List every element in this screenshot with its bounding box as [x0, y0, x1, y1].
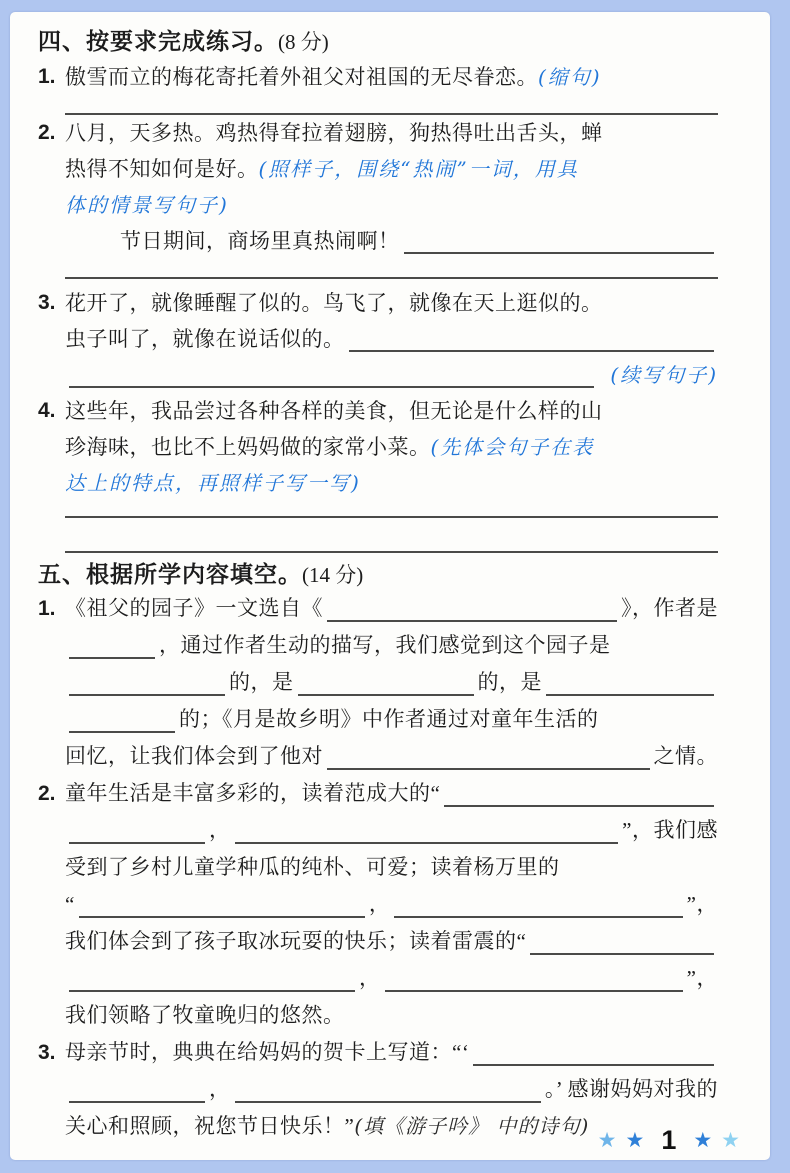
q5-2-line7	[65, 997, 718, 1034]
q5-1-line1	[38, 590, 718, 627]
q5-3-text3: 关心和照顾，祝您节日快乐！”	[65, 1114, 355, 1138]
q4-3-line3	[65, 357, 718, 393]
q4-4-text2: 珍海味，也比不上妈妈做的家常小菜。	[65, 435, 431, 459]
q4-4-number: 4.	[38, 399, 56, 422]
star-icon: ★	[721, 1129, 740, 1152]
q5-3-text2end: 。’ 感谢妈妈对我的	[544, 1077, 718, 1101]
q5-1-text5a: 回忆，让我们体会到了他对	[65, 744, 323, 768]
q4-2-line1	[38, 115, 718, 151]
q4-4-hint1: (先体会句子在表	[430, 435, 595, 459]
q4-1-line	[38, 59, 718, 95]
q4-1-hint: (缩句)	[538, 65, 602, 89]
q4-3-line2	[65, 321, 718, 357]
q4-4-line3	[65, 465, 718, 501]
section-five-score: (14 分)	[302, 563, 364, 587]
q5-3-open-quotes: “‘	[452, 1040, 470, 1064]
q4-2-line2	[65, 151, 718, 187]
q5-2-comma1: ，	[209, 818, 231, 842]
q4-3-text2: 虫子叫了，就像在说话似的。	[65, 327, 345, 351]
q5-1-text3a: 的，是	[229, 670, 294, 694]
answer-blank	[69, 711, 175, 733]
q4-3-text1: 花开了，就像睡醒了似的。鸟飞了，就像在天上逛似的。	[65, 291, 603, 315]
answer-blank	[327, 748, 650, 770]
answer-blank	[69, 970, 355, 992]
answer-blank	[444, 785, 714, 807]
q5-1-text3b: 的，是	[477, 670, 542, 694]
q5-1-text2: ，通过作者生动的描写，我们感觉到这个园子是	[159, 633, 611, 657]
q5-2-open-quote1: “	[430, 781, 441, 805]
q4-2-line3	[65, 187, 718, 223]
answer-blank	[349, 330, 715, 352]
q4-3-line1	[38, 285, 718, 321]
q5-2-line4	[65, 886, 718, 923]
q4-4-hint2: 达上的特点，再照样子写一写)	[65, 471, 361, 495]
section-five-heading	[38, 559, 718, 590]
answer-blank	[473, 1044, 714, 1066]
q5-3-text1: 母亲节时，典典在给妈妈的贺卡上写道：	[65, 1040, 452, 1064]
q5-2-open-quote2: “	[65, 892, 75, 916]
q4-2-number: 2.	[38, 121, 56, 144]
answer-line	[65, 518, 718, 553]
q5-1-line2	[65, 627, 718, 664]
page-content	[10, 12, 770, 1145]
q5-3-number: 3.	[38, 1041, 56, 1064]
q5-1-text1a: 《祖父的园子》一文选自《	[65, 596, 323, 620]
q4-2-text2: 热得不知如何是好。	[65, 157, 259, 181]
q5-2-number: 2.	[38, 782, 56, 805]
q5-3-line2	[65, 1071, 718, 1108]
q5-2-line2	[65, 812, 718, 849]
q5-3-line1	[38, 1034, 718, 1071]
q4-3-hint: (续写句子)	[610, 363, 718, 387]
q4-1-text: 傲雪而立的梅花寄托着外祖父对祖国的无尽眷恋。	[65, 65, 538, 89]
star-icon: ★	[625, 1129, 645, 1152]
q5-2-text3: 受到了乡村儿童学种瓜的纯朴、可爱；读着杨万里的	[65, 855, 560, 879]
q4-2-example: 节日期间，商场里真热闹啊！	[120, 229, 400, 253]
q5-2-text2end: ”，我们感	[622, 818, 718, 842]
answer-blank	[235, 822, 619, 844]
answer-line	[65, 259, 718, 279]
q5-1-line3	[65, 664, 718, 701]
answer-blank	[327, 600, 617, 622]
q4-3-number: 3.	[38, 291, 56, 314]
q5-2-line1	[38, 775, 718, 812]
q5-2-text5: 我们体会到了孩子取冰玩耍的快乐；读着雷震的	[65, 929, 517, 953]
answer-line	[65, 501, 718, 518]
q4-2-text1: 八月，天多热。鸡热得耷拉着翅膀，狗热得吐出舌头，蝉	[65, 121, 603, 145]
answer-blank	[394, 896, 682, 918]
q5-2-line5	[65, 923, 718, 960]
q4-2-hint2: 体的情景写句子)	[65, 193, 229, 217]
page-number: 1	[661, 1125, 677, 1155]
answer-blank	[530, 933, 714, 955]
worksheet-page	[10, 12, 770, 1160]
answer-blank	[546, 674, 714, 696]
q5-2-line6	[65, 960, 718, 997]
q5-2-comma3: ，	[359, 966, 381, 990]
answer-blank	[79, 896, 365, 918]
q5-3-comma: ，	[209, 1077, 231, 1101]
answer-blank	[235, 1081, 541, 1103]
q4-1-number: 1.	[38, 65, 56, 88]
answer-line	[65, 95, 718, 115]
q5-1-line4	[65, 701, 718, 738]
q4-4-text1: 这些年，我品尝过各种各样的美食，但无论是什么样的山	[65, 399, 603, 423]
q5-2-text7: 我们领略了牧童晚归的悠然。	[65, 1003, 345, 1027]
q5-2-text6end: ”，	[686, 966, 718, 990]
answer-blank	[69, 674, 225, 696]
section-four-title: 四、按要求完成练习。	[38, 28, 278, 54]
q5-1-text1b: 》，作者是	[621, 596, 718, 620]
section-five-body	[38, 590, 718, 1145]
answer-blank	[69, 1081, 205, 1103]
answer-blank	[69, 366, 594, 388]
q5-2-text1: 童年生活是丰富多彩的，读着范成大的	[65, 781, 431, 805]
page-footer	[598, 1125, 740, 1156]
q5-2-open-quote3: “	[516, 929, 527, 953]
answer-blank	[404, 232, 715, 254]
answer-blank	[69, 822, 205, 844]
answer-blank	[385, 970, 683, 992]
q5-1-text5b: 之情。	[653, 744, 718, 768]
star-icon: ★	[693, 1129, 713, 1152]
q4-4-line2	[65, 429, 718, 465]
section-five-title: 五、根据所学内容填空。	[38, 561, 302, 587]
q4-2-example-line	[65, 223, 718, 259]
section-four-score: (8 分)	[278, 30, 329, 54]
answer-blank	[298, 674, 474, 696]
q5-1-text4: 的；《月是故乡明》中作者通过对童年生活的	[179, 707, 599, 731]
star-icon: ★	[597, 1129, 617, 1152]
q5-2-comma2: ，	[368, 892, 391, 916]
q4-2-hint1: (照样子，围绕“热闹”一词，用具	[258, 157, 579, 181]
q5-1-number: 1.	[38, 597, 56, 620]
q5-2-text4end: ”，	[686, 892, 718, 916]
q4-4-line1	[38, 393, 718, 429]
q5-2-line3	[65, 849, 718, 886]
section-four-heading	[38, 26, 718, 57]
q5-3-hint: (填《游子吟》 中的诗句)	[354, 1114, 590, 1138]
answer-blank	[69, 637, 155, 659]
q5-1-line5	[65, 738, 718, 775]
